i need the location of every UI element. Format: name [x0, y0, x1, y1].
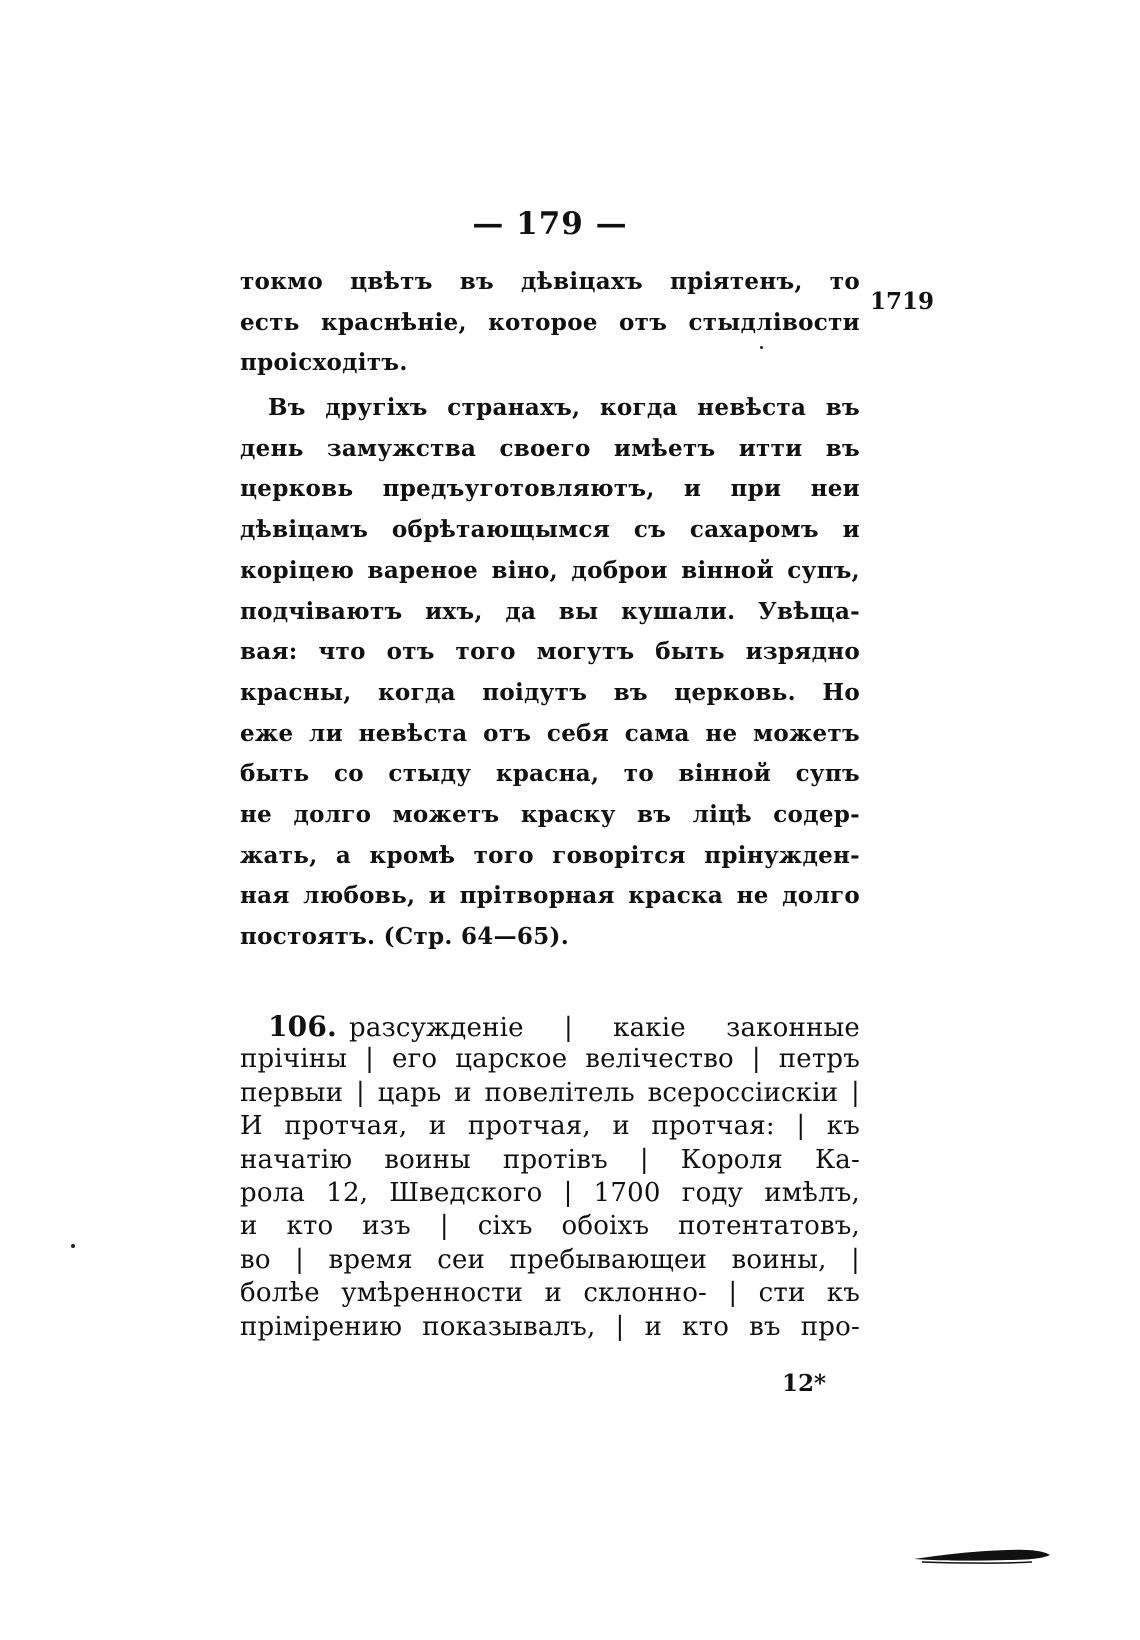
- paragraph-1: [240, 262, 860, 384]
- text-line: ная любовь, и прітворная краска не долго: [240, 882, 860, 910]
- text-line: болѣе умѣренности и склонно- | сти къ: [240, 1278, 860, 1309]
- text-line: И протчая, и протчая, и протчая: | къ: [240, 1111, 860, 1142]
- text-line: токмо цвѣтъ въ дѣвіцахъ пріятенъ, то: [240, 268, 860, 295]
- text-line: прічіны | его царское велічество | петръ: [240, 1044, 860, 1075]
- text-line: Въ другіхъ странахъ, когда невѣста въ: [268, 394, 860, 422]
- entry-106-block: [240, 1010, 860, 1344]
- text-line: и кто изъ | сіхъ обоіхъ потентатовъ,: [240, 1211, 860, 1242]
- text-line: первыи | царь и повелітель всероссіискіи |: [240, 1077, 860, 1108]
- paragraph-2: [240, 388, 860, 958]
- margin-year-note: 1719: [870, 288, 935, 315]
- text-line: красны, когда поідутъ въ церковь. Но: [240, 678, 860, 706]
- text-line: во | время сеи пребывающеи воины, |: [240, 1244, 860, 1275]
- text-line: коріцею вареное віно, доброи вінной супъ,: [240, 556, 860, 584]
- tailpiece-ornament-icon: [912, 1545, 1052, 1569]
- text-line: быть со стыду красна, то вінной супъ: [240, 760, 860, 788]
- upper-text-block: [240, 262, 860, 958]
- text-line: церковь предъуготовляютъ, и при неи: [240, 475, 860, 503]
- text-line: жать, а кромѣ того говорітся прінужден-: [240, 841, 860, 869]
- page-number: — 179 —: [472, 206, 628, 242]
- entry-first-line: [240, 1010, 860, 1043]
- text-line: постоятъ. (Стр. 64—65).: [240, 923, 570, 950]
- text-line: есть краснѣніе, которое отъ стыдлівости: [240, 308, 860, 336]
- text-line: прімірению показывалъ, | и кто въ про-: [240, 1311, 860, 1342]
- signature-mark: 12*: [782, 1370, 827, 1397]
- text-line: начатію воины протівъ | Короля Ка-: [240, 1144, 860, 1175]
- entry-number: 106.: [268, 1010, 337, 1043]
- text-line: еже ли невѣста отъ себя сама не можетъ: [240, 719, 860, 747]
- text-line: рола 12, Шведского | 1700 году имѣлъ,: [240, 1177, 860, 1208]
- text-line: дѣвіцамъ обрѣтающымся съ сахаромъ и: [240, 516, 860, 544]
- text-line: вая: что отъ того могутъ быть изрядно: [240, 638, 860, 666]
- text-line: день замужства своего имѣетъ итти въ: [240, 434, 860, 462]
- print-speck: [71, 1244, 75, 1248]
- text-line: проісходітъ.: [240, 349, 408, 377]
- text-line: не долго можетъ краску въ ліцѣ содер-: [240, 800, 860, 828]
- text-line: разсужденіе | какіе законные: [349, 1013, 860, 1043]
- print-speck: [760, 346, 763, 349]
- text-line: подчіваютъ ихъ, да вы кушали. Увѣща-: [240, 597, 860, 625]
